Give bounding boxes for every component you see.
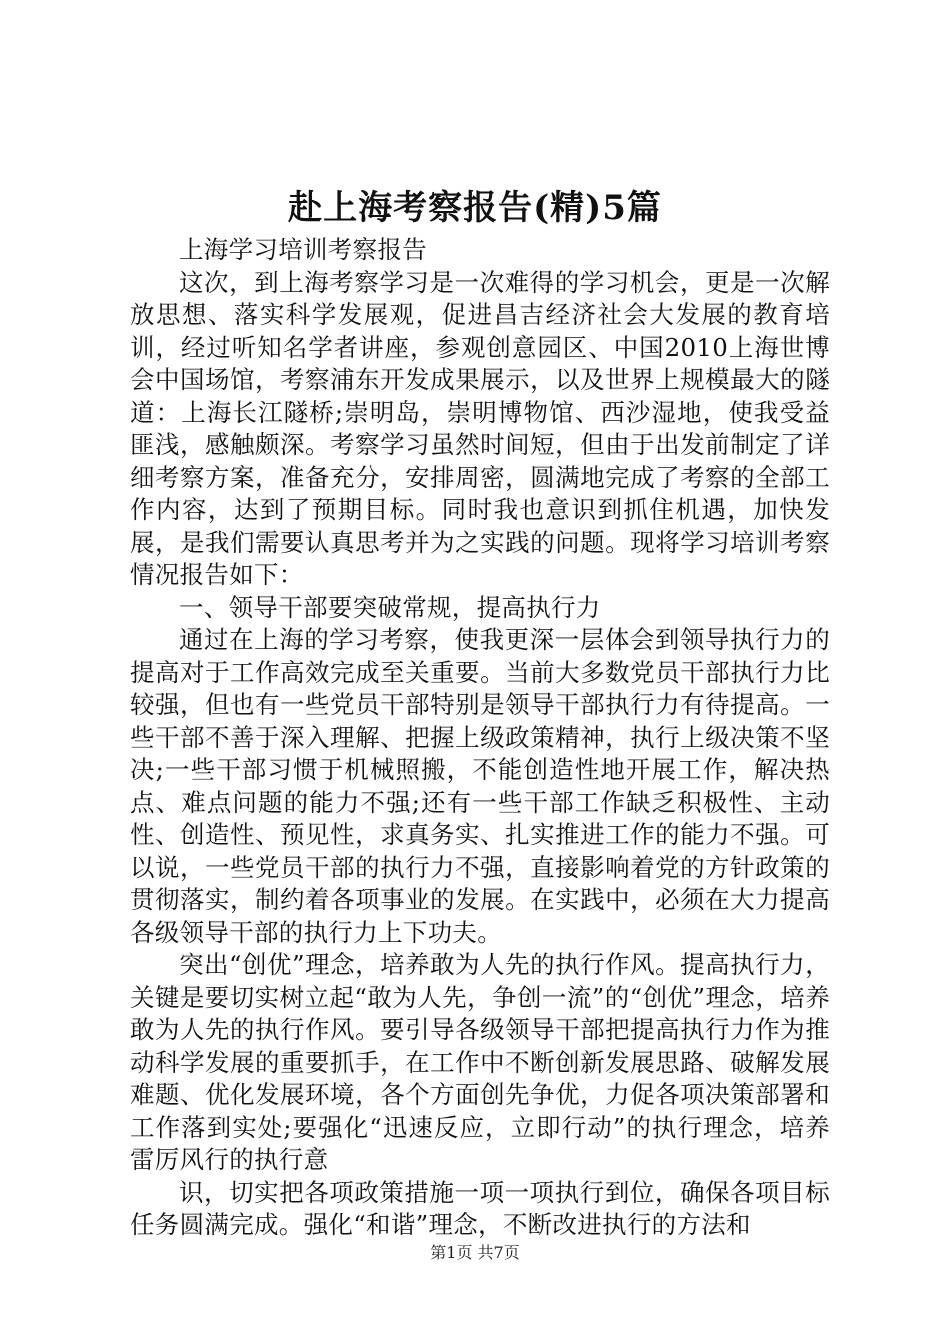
paragraph-execution: 通过在上海的学习考察，使我更深一层体会到领导执行力的提高对于工作高效完成至关重要。当前大多数党员干部执行力比较强，但也有一些党员干部特别是领导干部执行力有待提高。一些干部不善于深入理解、把握上级政策精神，执行上级决策不坚决;一些干部习惯于机械照搬，不能创造性地开展工作，解决热点、难点问题的能力不强;还有一些干部工作缺乏积极性、主动性、创造性、预见性，求真务实、扎实推进工作的能力不强。可以说，一些党员干部的执行力不强，直接影响着党的方针政策的贯彻落实，制约着各项事业的发展。在实践中，必须在大力提高各级领导干部的执行力上下功夫。 <box>130 625 830 947</box>
document-title: 赴上海考察报告(精)5篇 <box>288 188 662 228</box>
document-body <box>130 234 830 1242</box>
page-number-footer: 第1页 共7页 <box>430 1243 520 1262</box>
section-heading-1: 一、领导干部要突破常规，提高执行力 <box>179 592 601 622</box>
paragraph-intro: 这次，到上海考察学习是一次难得的学习机会，更是一次解放思想、落实科学发展观，促进昌吉经济社会大发展的教育培训，经过听知名学者讲座，参观创意园区、中国2010上海世博会中国场馆，考察浦东开发成果展示，以及世界上规模最大的隧道：上海长江隧桥;崇明岛，崇明博物馆、西沙湿地，使我受益匪浅，感触颇深。考察学习虽然时间短，但由于出发前制定了详细考察方案，准备充分，安排周密，圆满地完成了考察的全部工作内容，达到了预期目标。同时我也意识到抓住机遇，加快发展，是我们需要认真思考并为之实践的问题。现将学习培训考察情况报告如下： <box>130 267 830 589</box>
paragraph-continued: 识，切实把各项政策措施一项一项执行到位，确保各项目标任务圆满完成。强化“和谐”理念，不断改进执行的方法和 <box>130 1177 830 1239</box>
report-subtitle: 上海学习培训考察报告 <box>179 235 427 264</box>
paragraph-innovation: 突出“创优”理念，培养敢为人先的执行作风。提高执行力，关键是要切实树立起“敢为人先，争创一流”的“创优”理念，培养敢为人先的执行作风。要引导各级领导干部把提高执行力作为推动科学发展的重要抓手，在工作中不断创新发展思路、破解发展难题、优化发展环境，各个方面创先争优，力促各项决策部署和工作落到实处;要强化“迅速反应，立即行动”的执行理念，培养雷厉风行的执行意 <box>130 950 830 1174</box>
